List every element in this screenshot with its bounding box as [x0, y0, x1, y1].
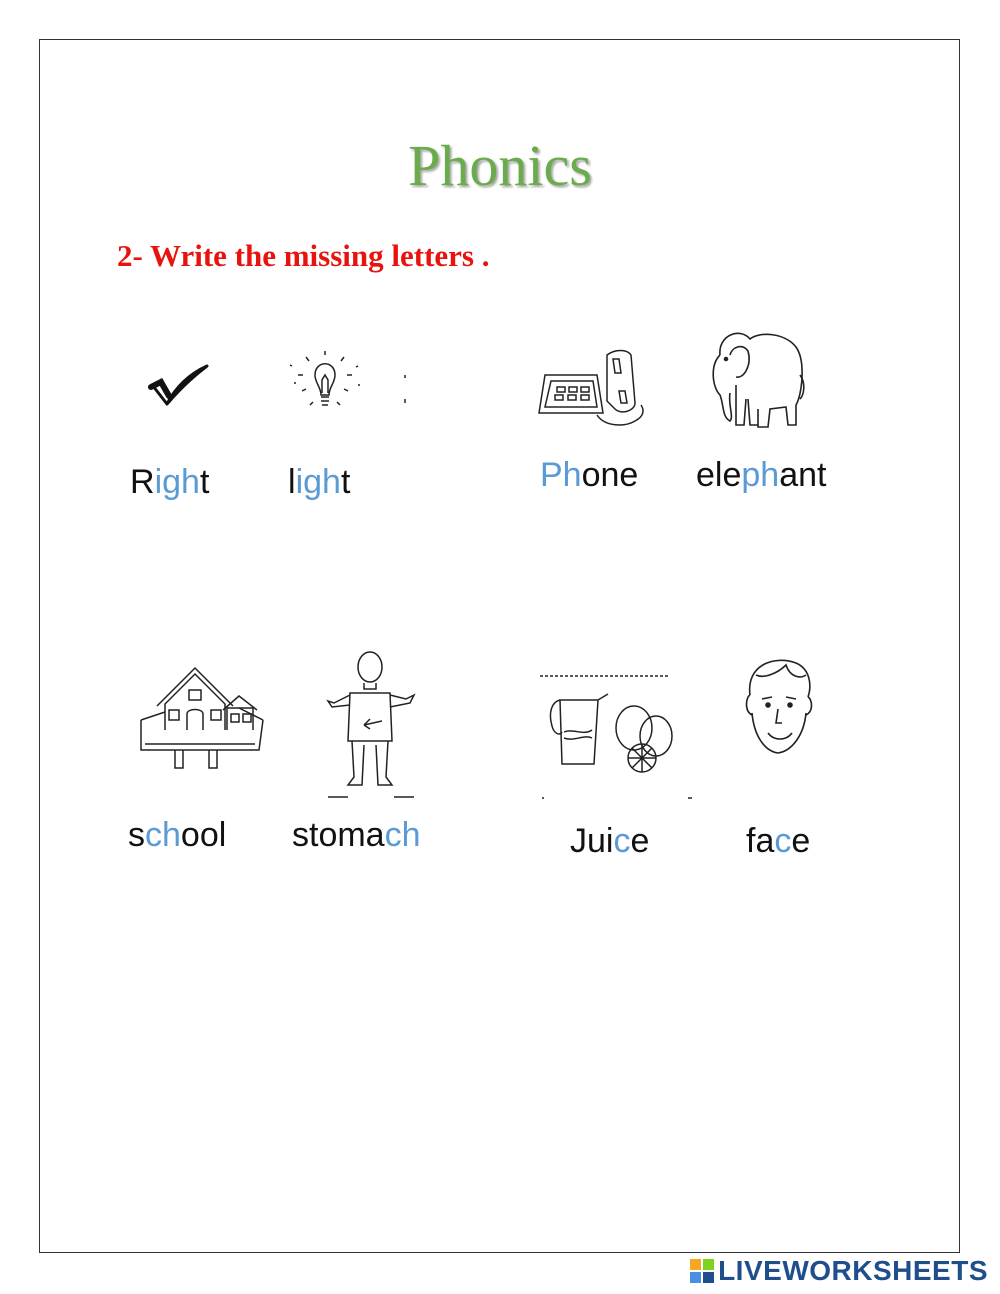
- word-elephant: elephant: [696, 456, 827, 494]
- school-building-icon: [135, 660, 270, 770]
- word-stomach: stomach: [292, 816, 421, 854]
- telephone-icon: [535, 345, 650, 430]
- juice-jug-oranges-icon: [538, 672, 693, 802]
- word-right: Right: [130, 463, 210, 501]
- instruction-text: 2- Write the missing letters .: [117, 238, 490, 273]
- word-school: school: [128, 816, 227, 854]
- light-bulb-icon: [280, 345, 410, 425]
- page-title: Phonics: [408, 133, 592, 198]
- checkmark-icon: [145, 360, 215, 415]
- logo-squares-icon: [690, 1259, 714, 1283]
- boy-stomach-icon: [320, 645, 420, 800]
- page-border: [39, 39, 960, 1253]
- word-phone: Phone: [540, 456, 639, 494]
- word-light: light: [288, 463, 351, 501]
- liveworksheets-logo: [690, 1255, 988, 1287]
- elephant-icon: [700, 325, 810, 435]
- boy-face-icon: [738, 655, 818, 765]
- brand-text: LIVEWORKSHEETS: [718, 1255, 988, 1286]
- word-face: face: [746, 822, 811, 860]
- word-juice: Juice: [570, 822, 650, 860]
